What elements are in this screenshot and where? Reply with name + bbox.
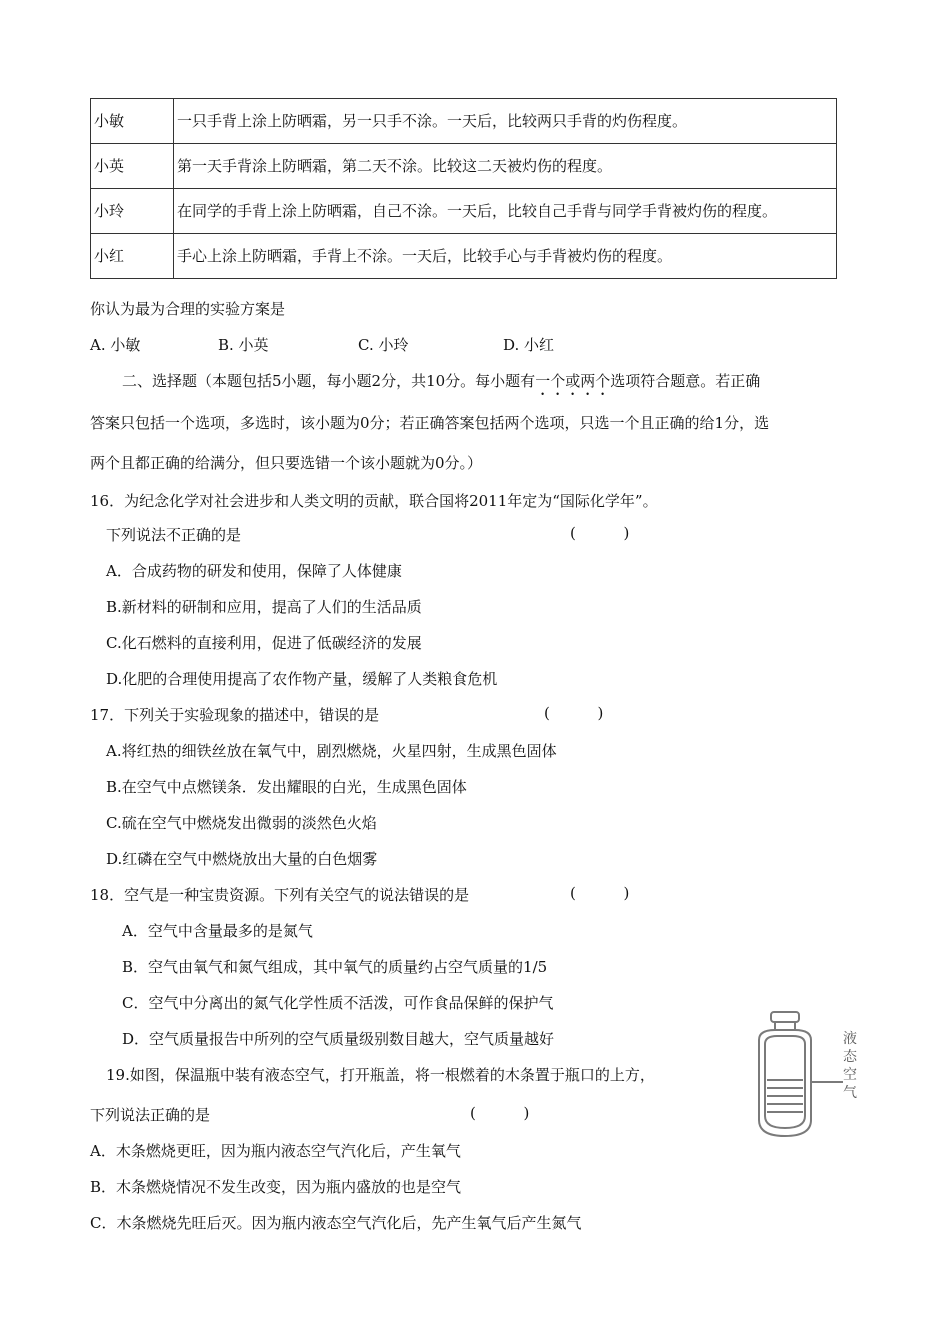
q16-option-c: C.化石燃料的直接利用，促进了低碳经济的发展 <box>106 634 422 652</box>
q18-option-d: D．空气质量报告中所列的空气质量级别数目越大，空气质量越好 <box>122 1030 555 1048</box>
plan-text: 在同学的手背上涂上防晒霜，自己不涂。一天后，比较自己手背与同学手背被灼伤的程度。 <box>174 189 837 234</box>
q19-option-a: A．木条燃烧更旺，因为瓶内液态空气汽化后，产生氧气 <box>90 1142 461 1160</box>
q19-answer-bracket: ( ) <box>470 1104 530 1122</box>
q17-option-b: B.在空气中点燃镁条．发出耀眼的白光，生成黑色固体 <box>106 778 467 796</box>
q19-option-c: C．木条燃烧先旺后灭。因为瓶内液态空气汽化后，先产生氧气后产生氮气 <box>90 1214 582 1232</box>
q16-option-d: D.化肥的合理使用提高了农作物产量，缓解了人类粮食危机 <box>106 670 498 688</box>
q17-option-d: D.红磷在空气中燃烧放出大量的白色烟雾 <box>106 850 378 868</box>
student-name: 小红 <box>91 234 174 279</box>
q15-option-d: D. 小红 <box>503 336 555 354</box>
student-name: 小敏 <box>91 99 174 144</box>
student-name: 小英 <box>91 144 174 189</box>
table-row <box>91 234 837 279</box>
q18-stem: 18．空气是一种宝贵资源。下列有关空气的说法错误的是 <box>90 886 470 904</box>
section2-emphasis: 一个或两个 <box>535 372 611 390</box>
q18-answer-bracket: ( ) <box>570 884 630 902</box>
section2-intro-part2: 选项符合题意。若正确 <box>610 372 761 390</box>
table-row <box>91 189 837 234</box>
q18-option-c: C．空气中分离出的氮气化学性质不活泼，可作食品保鲜的保护气 <box>122 994 554 1012</box>
q15-option-b: B. 小英 <box>218 336 269 354</box>
section2-intro-line3: 两个且都正确的给满分，但只要选错一个该小题就为0分。） <box>90 454 483 472</box>
plan-text: 一只手背上涂上防晒霜，另一只手不涂。一天后，比较两只手背的灼伤程度。 <box>174 99 837 144</box>
q16-option-a: A．合成药物的研发和使用，保障了人体健康 <box>106 562 402 580</box>
q15-stem: 你认为最为合理的实验方案是 <box>90 300 286 318</box>
q19-stem: 19.如图，保温瓶中装有液态空气，打开瓶盖，将一根燃着的木条置于瓶口的上方， <box>106 1066 655 1084</box>
plan-text: 第一天手背涂上防晒霜，第二天不涂。比较这二天被灼伤的程度。 <box>174 144 837 189</box>
section2-intro-line2: 答案只包括一个选项，多选时，该小题为0分；若正确答案包括两个选项，只选一个且正确的给1分，选 <box>90 414 770 432</box>
section2-intro-part1: 二、选择题（本题包括5小题，每小题2分，共10分。每小题有 <box>122 372 536 390</box>
q19-option-b: B．木条燃烧情况不发生改变，因为瓶内盛放的也是空气 <box>90 1178 462 1196</box>
q15-option-c: C. 小玲 <box>358 336 409 354</box>
q15-option-a: A. 小敏 <box>90 336 141 354</box>
q17-answer-bracket: ( ) <box>544 704 604 722</box>
plan-text: 手心上涂上防晒霜，手背上不涂。一天后，比较手心与手背被灼伤的程度。 <box>174 234 837 279</box>
q17-stem: 17．下列关于实验现象的描述中，错误的是 <box>90 706 380 724</box>
table-row <box>91 99 837 144</box>
student-name: 小玲 <box>91 189 174 234</box>
table-row <box>91 144 837 189</box>
q16-sub: 下列说法不正确的是 <box>106 526 242 544</box>
q18-option-b: B．空气由氧气和氮气组成，其中氧气的质量约占空气质量的1/5 <box>122 958 548 976</box>
q18-option-a: A．空气中含量最多的是氮气 <box>122 922 313 940</box>
q17-option-a: A.将红热的细铁丝放在氧气中，剧烈燃烧，火星四射，生成黑色固体 <box>106 742 557 760</box>
q16-answer-bracket: ( ) <box>570 524 630 542</box>
q17-option-c: C.硫在空气中燃烧发出微弱的淡然色火焰 <box>106 814 377 832</box>
q19-sub: 下列说法正确的是 <box>90 1106 211 1124</box>
section2-intro-line1 <box>122 370 760 399</box>
experiment-plan-table <box>90 98 837 279</box>
flask-label: 液态空气 <box>843 1031 857 1101</box>
q16-stem: 16．为纪念化学对社会进步和人类文明的贡献，联合国将2011年定为“国际化学年”。 <box>90 492 658 510</box>
q16-option-b: B.新材料的研制和应用，提高了人们的生活品质 <box>106 598 422 616</box>
